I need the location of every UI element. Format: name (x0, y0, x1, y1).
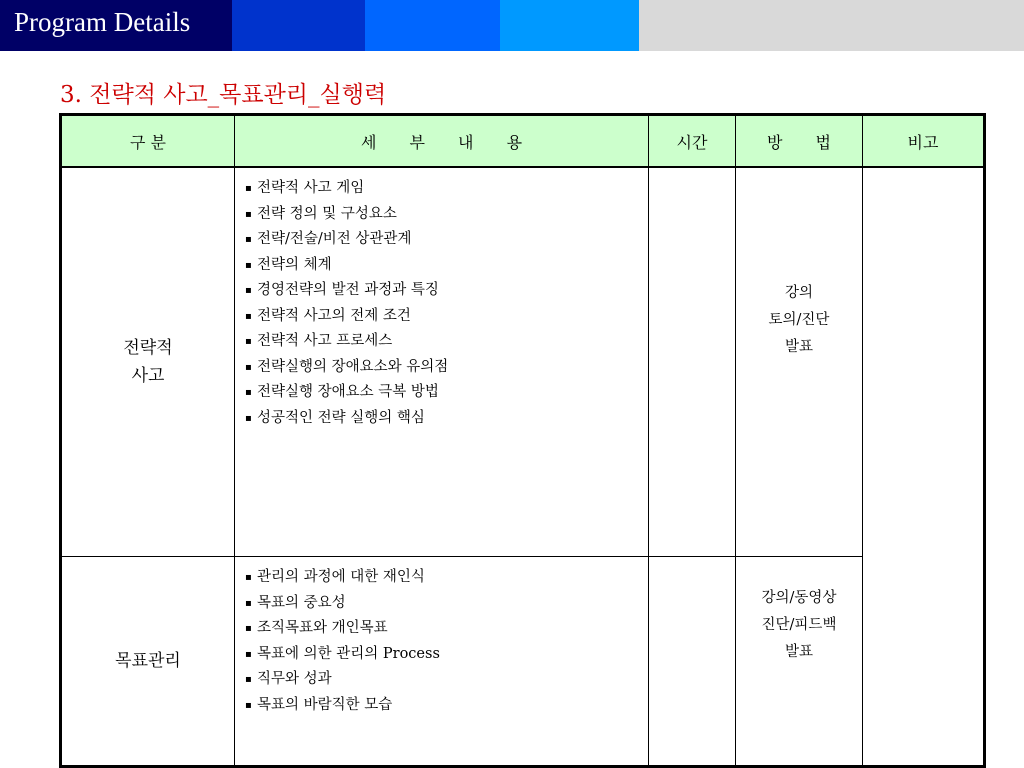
list-item (245, 227, 648, 253)
column-header-category: 구 분 (61, 115, 235, 168)
detail-text: 목표에 의한 관리의 Process (257, 645, 440, 662)
program-table (59, 113, 986, 768)
column-header-note: 비고 (863, 115, 985, 168)
square-bullet-icon: ▪ (245, 208, 252, 220)
detail-text: 전략적 사고 게임 (257, 180, 365, 196)
square-bullet-icon: ▪ (245, 259, 252, 271)
header-color-block (365, 0, 500, 51)
detail-text: 목표의 바람직한 모습 (257, 696, 393, 713)
list-item (245, 591, 648, 617)
list-item (245, 278, 648, 304)
category-label: 사고 (131, 366, 165, 386)
column-header-details: 세 부 내 용 (235, 115, 649, 168)
method-cell (736, 167, 863, 557)
header-color-block (500, 0, 639, 51)
details-cell (235, 167, 649, 557)
header-bar (0, 0, 1024, 51)
header-color-block (639, 0, 1024, 51)
list-item (245, 202, 648, 228)
list-item (245, 616, 648, 642)
list-item (245, 642, 648, 668)
details-list (245, 176, 648, 431)
square-bullet-icon: ▪ (245, 674, 252, 685)
square-bullet-icon: ▪ (245, 597, 252, 609)
square-bullet-icon: ▪ (245, 361, 252, 373)
method-label: 발표 (784, 644, 813, 660)
detail-text: 전략적 사고 프로세스 (257, 333, 393, 349)
detail-text: 전략 정의 및 구성요소 (257, 205, 397, 222)
square-bullet-icon: ▪ (245, 336, 252, 347)
detail-text: 전략실행 장애요소 극복 방법 (257, 384, 439, 400)
list-item (245, 329, 648, 355)
header-color-block (232, 0, 365, 51)
category-cell (61, 557, 235, 767)
list-item (245, 565, 648, 591)
column-header-time: 시간 (649, 115, 736, 168)
method-label: 강의 (784, 285, 813, 301)
page-title: Program Details (14, 7, 191, 37)
method-cell (736, 557, 863, 767)
square-bullet-icon: ▪ (245, 387, 252, 398)
square-bullet-icon: ▪ (245, 183, 252, 194)
list-item (245, 667, 648, 693)
square-bullet-icon: ▪ (245, 699, 252, 711)
method-label: 발표 (784, 339, 813, 355)
category-label: 목표관리 (115, 651, 181, 671)
detail-text: 전략/전술/비전 상관관계 (257, 231, 412, 247)
detail-text: 전략실행의 장애요소와 유의점 (257, 358, 449, 375)
section-title: 3. 전략적 사고_목표관리_실행력 (60, 82, 387, 108)
note-cell (863, 167, 985, 767)
table-row (61, 557, 985, 767)
method-label: 토의/진단 (768, 312, 830, 328)
table-row (61, 167, 985, 557)
list-item (245, 355, 648, 381)
table-header-row (61, 115, 985, 168)
details-list (245, 565, 648, 718)
list-item (245, 176, 648, 202)
square-bullet-icon: ▪ (245, 648, 252, 660)
method-label: 강의/동영상 (761, 590, 837, 606)
method-label: 진단/피드백 (761, 617, 837, 633)
list-item (245, 380, 648, 406)
time-cell (649, 557, 736, 767)
list-item (245, 693, 648, 719)
detail-text: 경영전략의 발전 과정과 특징 (257, 282, 439, 298)
square-bullet-icon: ▪ (245, 285, 252, 296)
square-bullet-icon: ▪ (245, 412, 252, 424)
square-bullet-icon: ▪ (245, 234, 252, 245)
category-cell (61, 167, 235, 557)
detail-text: 직무와 성과 (257, 671, 332, 687)
detail-text: 목표의 중요성 (257, 594, 346, 611)
list-item (245, 253, 648, 279)
column-header-method: 방 법 (736, 115, 863, 168)
detail-text: 성공적인 전략 실행의 핵심 (257, 409, 425, 426)
list-item (245, 304, 648, 330)
time-cell (649, 167, 736, 557)
detail-text: 전략적 사고의 전제 조건 (257, 307, 411, 324)
detail-text: 전략의 체계 (257, 256, 332, 273)
square-bullet-icon: ▪ (245, 572, 252, 583)
details-cell (235, 557, 649, 767)
detail-text: 조직목표와 개인목표 (257, 620, 388, 636)
category-label: 전략적 (123, 338, 173, 358)
square-bullet-icon: ▪ (245, 623, 252, 634)
list-item (245, 406, 648, 432)
detail-text: 관리의 과정에 대한 재인식 (257, 569, 425, 585)
square-bullet-icon: ▪ (245, 310, 252, 322)
